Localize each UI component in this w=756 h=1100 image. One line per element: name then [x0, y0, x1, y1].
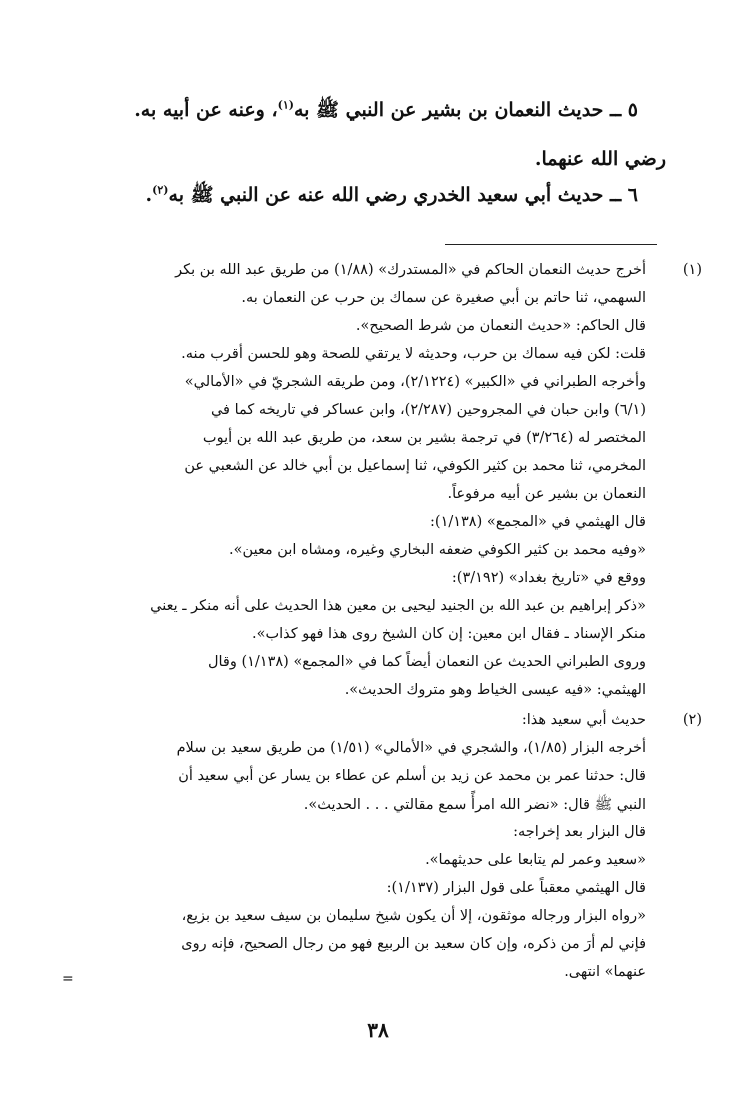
footnote-line: ووقع في «تاريخ بغداد» (٣/١٩٢):: [451, 570, 646, 586]
footnote-line: قلت: لكن فيه سماك بن حرب، وحديثه لا يرتقي للصحة وهو للحسن أقرب منه.: [181, 346, 646, 362]
footnote-line: النعمان بن بشير عن أبيه مرفوعاً.: [447, 486, 646, 502]
footnote-line: قال الهيثمي في «المجمع» (١/١٣٨):: [430, 514, 646, 530]
hadith-5-text: ٥ ــ حديث النعمان بن بشير عن النبي ﷺ به: [293, 99, 638, 121]
main-text-line-3: [146, 183, 638, 211]
footnote-line: «رواه البزار ورجاله موثقون، إلا أن يكون شيخ سليمان بن سيف سعيد بن بزيع،: [181, 908, 646, 924]
footnote-ref-1[interactable]: (١): [277, 98, 294, 112]
hadith-6-text: ٦ ــ حديث أبي سعيد الخدري رضي الله عنه عن النبي ﷺ به: [168, 184, 638, 206]
footnote-line: حديث أبي سعيد هذا:: [521, 712, 646, 728]
footnote-line: «وفيه محمد بن كثير الكوفي ضعفه البخاري وغيره، ومشاه ابن معين».: [229, 542, 646, 558]
continuation-mark: =: [62, 971, 74, 987]
footnote-line: «سعيد وعمر لم يتابعا على حديثهما».: [425, 852, 646, 868]
footnote-line: وروى الطبراني الحديث عن النعمان أيضاً كما في «المجمع» (١/١٣٨) وقال: [207, 654, 646, 670]
footnote-line: أخرج حديث النعمان الحاكم في «المستدرك» (١/٨٨) من طريق عبد الله بن بكر: [175, 262, 646, 278]
footnote-line: عنهما» انتهى.: [564, 964, 646, 980]
footnote-line: النبي ﷺ قال: «نضر الله امرأً سمع مقالتي . . . الحديث».: [303, 797, 646, 813]
footnote-line: فإني لم أرَ من ذكره، وإن كان سعيد بن الربيع فهو من رجال الصحيح، فإنه روى: [181, 936, 646, 952]
footnote-line: وأخرجه الطبراني في «الكبير» (٢/١٢٢٤)، ومن طريقه الشجريّ في «الأمالي»: [184, 374, 646, 390]
footnote-line: المختصر له (٣/٢٦٤) في ترجمة بشير بن سعد، من طريق عبد الله بن أيوب: [202, 430, 646, 446]
footnote-line: أخرجه البزار (١/٨٥)، والشجري في «الأمالي» (١/٥١) من طريق سعيد بن سلام: [176, 740, 646, 756]
footnote-line: قال: حدثنا عمر بن محمد عن زيد بن أسلم عن عطاء بن يسار عن أبي سعيد أن: [178, 768, 646, 784]
footnote-line: قال الهيثمي معقباً على قول البزار (١/١٣٧):: [386, 880, 646, 896]
footnote-line: منكر الإسناد ـ فقال ابن معين: إن كان الشيخ روى هذا فهو كذاب».: [252, 626, 646, 642]
footnote-line: السهمي، ثنا حاتم بن أبي صغيرة عن سماك بن حرب عن النعمان به.: [241, 290, 646, 306]
footnote-line: «ذكر إبراهيم بن عبد الله بن الجنيد ليحيى بن معين هذا الحديث على أنه منكر ـ يعني: [150, 598, 646, 614]
footnote-2-number: (٢): [682, 712, 702, 728]
hadith-5-tail: ، وعنه عن أبيه به.: [134, 99, 278, 121]
footnote-line: المخرمي، ثنا محمد بن كثير الكوفي، ثنا إسماعيل بن أبي خالد عن الشعبي عن: [184, 458, 646, 474]
footnote-ref-2[interactable]: (٢): [152, 183, 169, 197]
footnote-1-number: (١): [682, 262, 702, 278]
footnote-line: قال الحاكم: «حديث النعمان من شرط الصحيح».: [355, 318, 646, 334]
footnote-line: قال البزار بعد إخراجه:: [513, 824, 646, 840]
footnote-separator: [445, 244, 657, 245]
hadith-6-tail: .: [145, 184, 153, 206]
footnote-line: الهيثمي: «فيه عيسى الخياط وهو متروك الحديث».: [344, 682, 646, 698]
footnote-line: (٦/١) وابن حبان في المجروحين (٢/٢٨٧)، وابن عساكر في تاريخه كما في: [210, 402, 646, 418]
main-text-line-1: [134, 98, 638, 126]
main-text-line-2: رضي الله عنهما.: [534, 148, 666, 170]
page-number: ٣٨: [367, 1018, 389, 1042]
